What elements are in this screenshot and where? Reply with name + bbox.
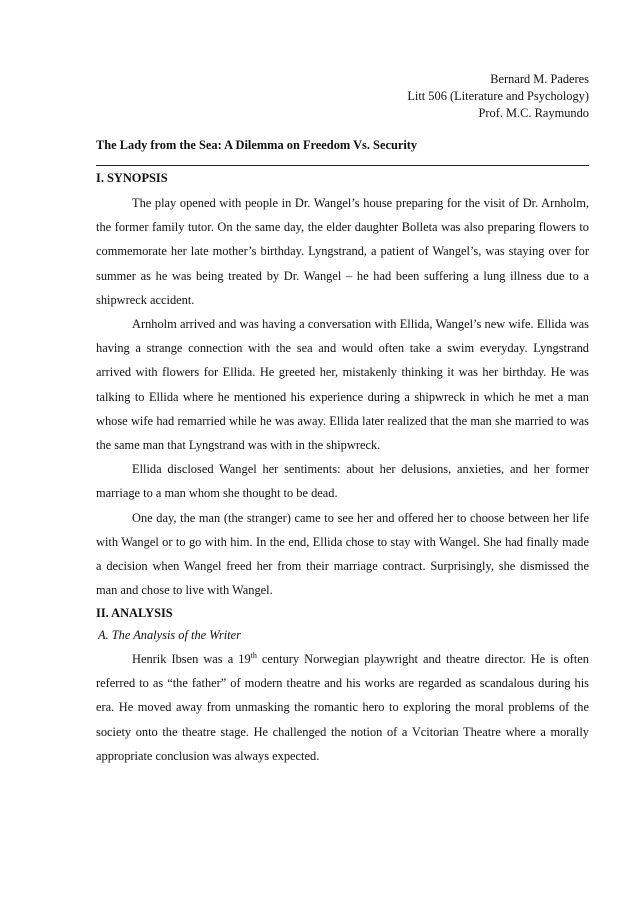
course-name: Litt 506 (Literature and Psychology) [407,89,589,103]
title-divider [96,165,589,166]
analysis-body [96,647,589,768]
synopsis-section [96,170,589,602]
synopsis-paragraph: The play opened with people in Dr. Wangel’s house preparing for the visit of Dr. Arnholm, the former family tutor. On the same day, the elder daughter Bolleta was also preparing flowers to commemorate her late mother’s birthday. Lyngstrand, a patient of Wangel’s, was staying over for summer as he was being treated by Dr. Wangel – he had been suffering a lung illness due to a shipwreck accident. [96,196,589,307]
synopsis-paragraph: Arnholm arrived and was having a conversation with Ellida, Wangel’s new wife. Ellida was having a strange connection with the sea and would often take a swim everyday. Lyngstrand arrived with flowers for Ellida. He greeted her, mistakenly thinking it was her birthday. He was talking to Ellida where he mentioned his experience during a shipwreck in which he met a man whose wife had remarried while he was away. Ellida later realized that the man she married to was the same man that Lyngstrand was with in the shipwreck. [96,317,589,453]
analysis-text-rest: century Norwegian playwright and theatre director. He is often referred to as “the father” of modern theatre and his works are regarded as scandalous during his era. He moved away from unmasking the romantic hero to exploring the moral problems of the society onto the theatre stage. He challenged the notion of a Vcitorian Theatre where a morally appropriate conclusion was always expected. [96,652,589,763]
analysis-paragraph [96,647,589,768]
synopsis-body [96,191,589,602]
professor-name: Prof. M.C. Raymundo [478,106,589,120]
synopsis-paragraph: One day, the man (the stranger) came to see her and offered her to choose between her life with Wangel or to go with him. In the end, Ellida chose to stay with Wangel. She had finally made a decision when Wangel freed her from their marriage contract. Surprisingly, she dismissed the man and chose to live with Wangel. [96,510,589,598]
analysis-heading: II. ANALYSIS [96,606,173,620]
author-name: Bernard M. Paderes [490,72,589,86]
synopsis-heading: I. SYNOPSIS [96,171,168,185]
analysis-section [96,605,589,768]
analysis-subheading: A. The Analysis of the Writer [98,628,241,642]
synopsis-paragraph: Ellida disclosed Wangel her sentiments: about her delusions, anxieties, and her former marriage to a man whom she thought to be dead. [96,462,589,501]
ordinal-superscript: th [250,650,257,660]
document-title: The Lady from the Sea: A Dilemma on Freedom Vs. Security [96,138,418,152]
analysis-text-start: Henrik Ibsen was a 19 [132,652,251,666]
document-header [407,71,589,122]
